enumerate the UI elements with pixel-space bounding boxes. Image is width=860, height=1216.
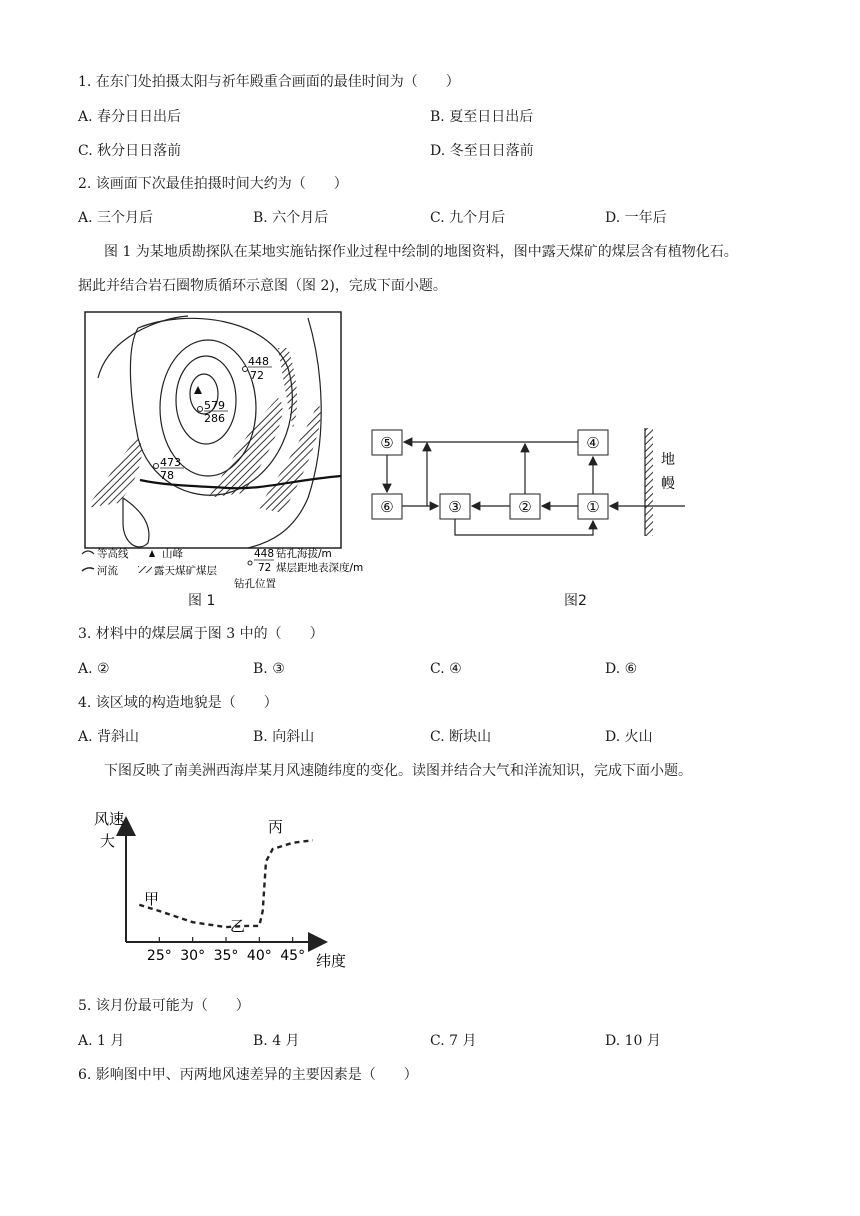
legend-depth-text: 煤层距地表深度/m [276, 562, 364, 574]
q3-option-c: C. ④ [430, 661, 462, 677]
q5-stem: 5. 该月份最可能为（ ） [78, 998, 250, 1014]
coal-seam [86, 438, 142, 508]
annotation-bing: 丙 [268, 818, 284, 836]
node-6: ⑥ [380, 498, 394, 516]
q1-option-b: B. 夏至日日出后 [430, 109, 534, 125]
q3-option-b: B. ③ [253, 661, 285, 677]
drill-elev: 448 [248, 355, 269, 368]
drill-depth: 286 [204, 412, 225, 425]
figure2-caption: 图2 [564, 593, 587, 609]
q5-option-a: A. 1 月 [78, 1033, 125, 1049]
x-tick-label: 45° [280, 948, 306, 964]
node-3: ③ [448, 498, 462, 516]
q1-option-c: C. 秋分日日落前 [78, 143, 182, 159]
drill-point [198, 407, 203, 412]
q1-stem: 1. 在东门处拍摄太阳与祈年殿重合画面的最佳时间为（ ） [78, 74, 460, 90]
node-2: ② [518, 498, 532, 516]
figure1-contour-map [78, 308, 398, 593]
legend-coal: 露天煤矿煤层 [154, 565, 217, 577]
y-axis-label-2: 大 [100, 832, 116, 850]
q6-stem: 6. 影响图中甲、丙两地风速差异的主要因素是（ ） [78, 1067, 418, 1083]
q3-stem: 3. 材料中的煤层属于图 3 中的（ ） [78, 626, 324, 642]
legend-sample-elev: 448 [254, 548, 275, 560]
peak-icon [194, 386, 202, 394]
y-axis-label-1: 风速 [94, 810, 125, 828]
q5-option-b: B. 4 月 [253, 1033, 300, 1049]
annotation-yi: 乙 [230, 917, 246, 935]
mantle-label-1: 地 [661, 452, 675, 468]
drill-point [154, 464, 159, 469]
x-axis-label: 纬度 [316, 952, 347, 970]
drill-elev: 473 [160, 456, 181, 469]
x-tick-label: 40° [246, 948, 272, 964]
q4-stem: 4. 该区域的构造地貌是（ ） [78, 695, 278, 711]
q3-option-a: A. ② [78, 661, 110, 677]
figure2-rock-cycle [365, 420, 695, 545]
mantle-label-2: 幔 [661, 476, 675, 492]
contour-line [123, 498, 149, 547]
q1-option-d: D. 冬至日日落前 [430, 143, 534, 159]
legend-contour: 等高线 [97, 548, 129, 560]
q5-option-c: C. 7 月 [430, 1033, 477, 1049]
q5-option-d: D. 10 月 [605, 1033, 661, 1049]
q4-option-a: A. 背斜山 [78, 729, 140, 745]
legend-drill-pos: 钻孔位置 [234, 578, 276, 590]
drill-depth: 78 [160, 469, 174, 482]
node-1: ① [586, 498, 600, 516]
mantle-bar [645, 428, 653, 536]
drill-depth: 72 [250, 369, 264, 382]
wind-series-line [139, 840, 312, 927]
node-4: ④ [586, 434, 600, 452]
q4-option-d: D. 火山 [605, 729, 653, 745]
figure1-caption: 图 1 [188, 593, 216, 609]
q2-option-d: D. 一年后 [605, 210, 667, 226]
node-5: ⑤ [380, 434, 394, 452]
x-tick-label: 25° [146, 948, 172, 964]
drill-point [243, 367, 248, 372]
x-tick-label: 30° [180, 948, 206, 964]
q3-option-d: D. ⑥ [605, 661, 638, 677]
x-tick-label: 35° [213, 948, 239, 964]
legend-sample-depth: 72 [258, 562, 272, 574]
q2-stem: 2. 该画面下次最佳拍摄时间大约为（ ） [78, 176, 348, 192]
q2-option-a: A. 三个月后 [78, 210, 154, 226]
q2-option-b: B. 六个月后 [253, 210, 329, 226]
passage1-line2: 据此并结合岩石圈物质循环示意图（图 2)，完成下面小题。 [78, 278, 447, 294]
drill-elev: 579 [204, 399, 225, 412]
q2-option-c: C. 九个月后 [430, 210, 506, 226]
legend-elev-text: 钻孔海拔/m [276, 548, 332, 560]
q4-option-c: C. 断块山 [430, 729, 492, 745]
q1-option-a: A. 春分日日出后 [78, 109, 182, 125]
flow-arrows [387, 442, 685, 535]
map-legend [82, 547, 363, 590]
passage2-line1: 下图反映了南美洲西海岸某月风速随纬度的变化。读图并结合大气和洋流知识，完成下面小题。 [104, 763, 692, 779]
wind-speed-chart [78, 800, 368, 975]
q4-option-b: B. 向斜山 [253, 729, 315, 745]
legend-peak: 山峰 [162, 548, 183, 560]
legend-river: 河流 [97, 565, 118, 577]
annotation-jia: 甲 [144, 890, 160, 908]
passage1-line1: 图 1 为某地质勘探队在某地实施钻探作业过程中绘制的地图资料，图中露天煤矿的煤层含有植物化石。 [104, 244, 738, 260]
